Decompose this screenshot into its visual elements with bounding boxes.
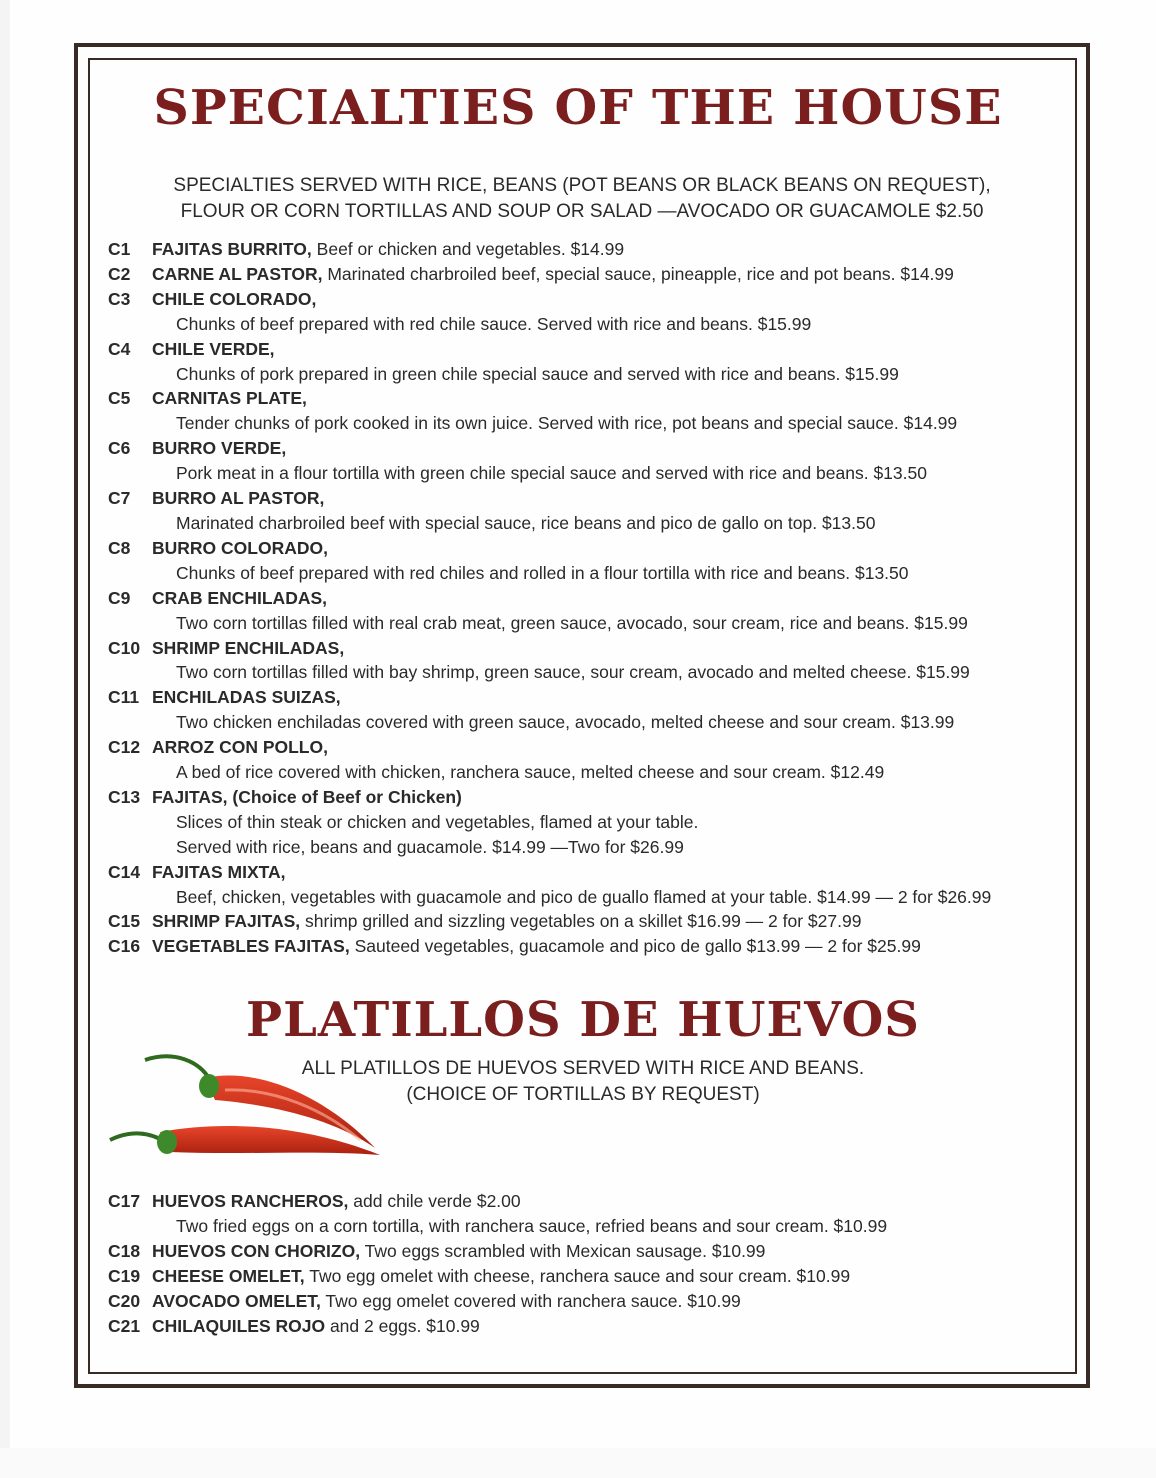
menu-item [108, 1239, 1068, 1264]
item-name: FAJITAS MIXTA, [152, 861, 286, 882]
item-code: C3 [108, 288, 131, 309]
item-code: C20 [108, 1290, 141, 1311]
section-title-specialties: SPECIALTIES OF THE HOUSE [153, 80, 1003, 136]
menu-item [108, 636, 1068, 661]
item-description: Two egg omelet with cheese, ranchera sauce and sour cream. $10.99 [304, 1265, 851, 1286]
item-name: AVOCADO OMELET, [152, 1290, 321, 1311]
specialties-list [108, 237, 1068, 959]
item-detail: Two fried eggs on a corn tortilla, with ranchera sauce, refried beans and sour cream. $10.99 [176, 1215, 888, 1236]
item-detail: A bed of rice covered with chicken, ranchera sauce, melted cheese and sour cream. $12.49 [176, 762, 885, 783]
item-name: CHILE COLORADO, [152, 288, 317, 309]
item-name: CHEESE OMELET, [152, 1265, 305, 1286]
item-code: C4 [108, 338, 131, 359]
item-detail: Tender chunks of pork cooked in its own juice. Served with rice, pot beans and special sauce. $14.99 [176, 413, 958, 434]
item-code: C10 [108, 637, 141, 658]
specialties-subtitle [110, 173, 1054, 225]
item-name: VEGETABLES FAJITAS, [152, 936, 350, 957]
item-code: C8 [108, 537, 131, 558]
item-code: C1 [108, 239, 131, 259]
item-description: and 2 eggs. $10.99 [325, 1315, 480, 1336]
item-name: CARNITAS PLATE, [152, 388, 307, 409]
item-code: C2 [108, 263, 131, 284]
item-description: Two eggs scrambled with Mexican sausage. $10.99 [360, 1240, 766, 1261]
menu-item [108, 237, 1068, 262]
item-code: C17 [108, 1191, 141, 1211]
item-detail: Chunks of beef prepared with red chile sauce. Served with rice and beans. $15.99 [176, 313, 812, 334]
menu-item [108, 1189, 1068, 1214]
subtitle-line: ALL PLATILLOS DE HUEVOS SERVED WITH RICE AND BEANS. [301, 1058, 865, 1079]
item-name: ARROZ CON POLLO, [152, 737, 328, 758]
item-code: C5 [108, 388, 131, 409]
menu-item [108, 262, 1068, 287]
item-code: C14 [108, 861, 141, 882]
menu-item [108, 735, 1068, 760]
item-description: Marinated charbroiled beef, special sauce, pineapple, rice and pot beans. $14.99 [322, 263, 954, 284]
item-description: add chile verde $2.00 [348, 1191, 521, 1211]
item-code: C21 [108, 1315, 141, 1336]
item-name: CRAB ENCHILADAS, [152, 587, 327, 608]
item-description: Sauteed vegetables, guacamole and pico de gallo $13.99 — 2 for $25.99 [349, 936, 921, 957]
huevos-subtitle [260, 1056, 906, 1108]
subtitle-line: FLOUR OR CORN TORTILLAS AND SOUP OR SALAD —AVOCADO OR GUACAMOLE $2.50 [180, 201, 984, 222]
page-bottom-margin [0, 1448, 1156, 1478]
subtitle-line: (CHOICE OF TORTILLAS BY REQUEST) [406, 1084, 760, 1105]
menu-item [108, 1264, 1068, 1289]
item-detail: Two chicken enchiladas covered with green sauce, avocado, melted cheese and sour cream. $13.99 [176, 712, 955, 733]
item-code: C11 [108, 687, 140, 708]
menu-item [108, 1314, 1068, 1339]
item-description: Beef or chicken and vegetables. $14.99 [311, 239, 625, 259]
huevos-list [108, 1189, 1068, 1338]
item-code: C12 [108, 737, 141, 758]
item-name: ENCHILADAS SUIZAS, [152, 687, 341, 708]
item-code: C9 [108, 587, 131, 608]
menu-item [108, 860, 1068, 885]
item-description: Two egg omelet covered with ranchera sauce. $10.99 [320, 1290, 741, 1311]
item-name: SHRIMP FAJITAS, [152, 911, 301, 932]
item-detail: Beef, chicken, vegetables with guacamole and pico de guallo flamed at your table. $14.99 — 2 for $26.99 [176, 886, 992, 907]
section-title-huevos: PLATILLOS DE HUEVOS [246, 992, 920, 1048]
menu-item [108, 386, 1068, 411]
menu-item [108, 536, 1068, 561]
menu-item [108, 785, 1068, 810]
item-detail: Slices of thin steak or chicken and vegetables, flamed at your table. [176, 811, 699, 832]
item-name: FAJITAS, (Choice of Beef or Chicken) [152, 786, 462, 807]
item-detail: Pork meat in a flour tortilla with green chile special sauce and served with rice and beans. $13.50 [176, 463, 927, 484]
item-code: C7 [108, 488, 131, 509]
item-detail: Two corn tortillas filled with real crab meat, green sauce, avocado, sour cream, rice and beans. $15.99 [176, 612, 968, 633]
item-detail: Chunks of pork prepared in green chile special sauce and served with rice and beans. $15.99 [176, 363, 899, 384]
item-code: C16 [108, 936, 141, 957]
menu-item [108, 486, 1068, 511]
item-name: FAJITAS BURRITO, [152, 239, 312, 259]
item-code: C18 [108, 1240, 141, 1261]
item-detail: Two corn tortillas filled with bay shrimp, green sauce, sour cream, avocado and melted cheese. $15.99 [176, 662, 970, 683]
menu-item [108, 909, 1068, 934]
menu-item [108, 436, 1068, 461]
item-name: CARNE AL PASTOR, [152, 263, 323, 284]
menu-item [108, 1289, 1068, 1314]
item-code: C6 [108, 438, 131, 459]
item-name: CHILAQUILES ROJO [152, 1315, 326, 1336]
menu-item [108, 685, 1068, 710]
item-name: CHILE VERDE, [152, 338, 275, 359]
item-code: C19 [108, 1265, 141, 1286]
item-code: C15 [108, 911, 141, 932]
item-description: shrimp grilled and sizzling vegetables on a skillet $16.99 — 2 for $27.99 [300, 911, 862, 932]
item-name: SHRIMP ENCHILADAS, [152, 637, 345, 658]
item-name: HUEVOS CON CHORIZO, [152, 1240, 361, 1261]
item-name: BURRO VERDE, [152, 438, 287, 459]
item-name: BURRO COLORADO, [152, 537, 328, 558]
item-detail: Chunks of beef prepared with red chiles and rolled in a flour tortilla with rice and beans. $13.50 [176, 562, 909, 583]
menu-item [108, 934, 1068, 959]
item-name: HUEVOS RANCHEROS, [152, 1191, 349, 1211]
menu-item [108, 586, 1068, 611]
menu-item [108, 337, 1068, 362]
item-detail: Marinated charbroiled beef with special sauce, rice beans and pico de gallo on top. $13.50 [176, 512, 876, 533]
item-name: BURRO AL PASTOR, [152, 488, 325, 509]
item-code: C13 [108, 786, 141, 807]
subtitle-line: SPECIALTIES SERVED WITH RICE, BEANS (POT BEANS OR BLACK BEANS ON REQUEST), [173, 175, 991, 196]
menu-item [108, 287, 1068, 312]
item-detail: Served with rice, beans and guacamole. $14.99 —Two for $26.99 [176, 836, 684, 857]
